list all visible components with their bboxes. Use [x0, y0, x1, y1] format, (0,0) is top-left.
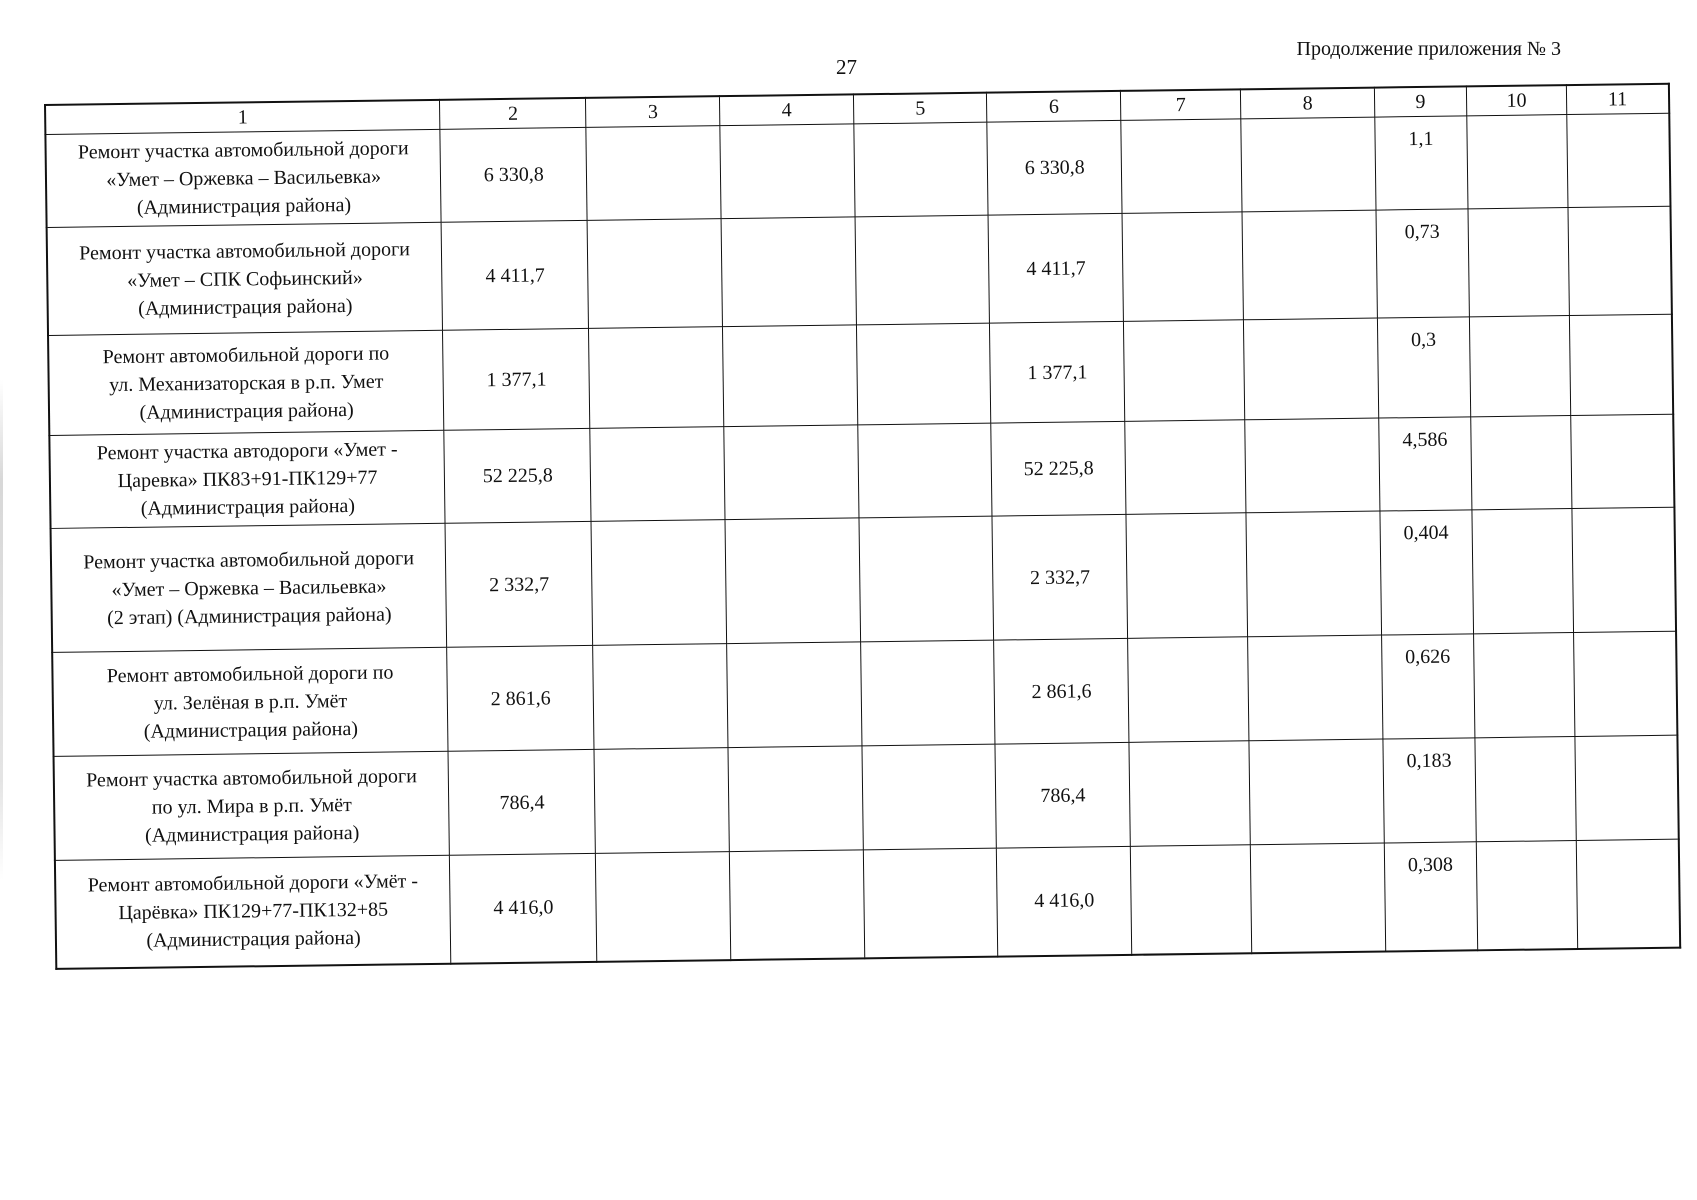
appendix-continuation-note: Продолжение приложения № 3 — [1296, 38, 1561, 60]
amount-cell-col6: 6 330,8 — [987, 120, 1122, 215]
empty-cell-col10 — [1471, 416, 1572, 510]
empty-cell-col4 — [721, 217, 856, 327]
amount-cell-col6: 786,4 — [995, 742, 1130, 848]
empty-cell-col5 — [863, 848, 998, 958]
work-description-line: ул. Механизаторская в р.п. Умет — [109, 370, 384, 396]
data-table — [44, 83, 1681, 970]
empty-cell-col4 — [723, 325, 858, 427]
empty-cell-col4 — [727, 642, 862, 748]
empty-cell-col3 — [590, 427, 725, 522]
empty-cell-col3 — [589, 327, 724, 429]
empty-cell-col5 — [858, 423, 993, 518]
empty-cell-col11 — [1576, 839, 1680, 948]
work-description-line: по ул. Мира в р.п. Умёт — [151, 793, 352, 819]
column-header-5: 5 — [853, 93, 987, 124]
work-description-line: Ремонт участка автомобильной дороги — [85, 764, 417, 792]
work-description-line: ул. Зелёная в р.п. Умёт — [153, 689, 348, 715]
empty-cell-col5 — [854, 122, 989, 217]
work-description-line: (Администрация района) — [136, 193, 352, 219]
page-number: 27 — [836, 55, 857, 79]
empty-cell-col7 — [1124, 320, 1245, 422]
column-header-10: 10 — [1466, 85, 1567, 116]
empty-cell-col8 — [1249, 739, 1384, 845]
work-description-line: Ремонт участка автодороги «Умет - — [96, 438, 398, 465]
empty-cell-col7 — [1122, 212, 1243, 322]
amount-cell-col6: 2 861,6 — [994, 638, 1129, 744]
work-description-line: (Администрация района) — [138, 294, 353, 320]
empty-cell-col4 — [724, 425, 859, 520]
amount-cell-col6: 4 411,7 — [989, 213, 1124, 323]
column-header-2: 2 — [440, 98, 587, 129]
empty-cell-col3 — [586, 126, 721, 221]
work-description-line: «Умет – Оржевка – Васильевка» — [111, 575, 387, 601]
empty-cell-col7 — [1125, 420, 1246, 515]
work-description-line: Ремонт автомобильной дороги по — [106, 660, 394, 687]
empty-cell-col3 — [588, 219, 723, 329]
length-cell-col9: 0,3 — [1377, 317, 1470, 418]
empty-cell-col3 — [596, 852, 731, 962]
empty-cell-col5 — [860, 640, 995, 746]
empty-cell-col5 — [855, 215, 990, 325]
empty-cell-col11 — [1571, 414, 1675, 508]
empty-cell-col10 — [1468, 208, 1570, 317]
work-description-line: Ремонт участка автомобильной дороги — [79, 237, 411, 265]
work-description-line: Царёвка» ПК129+77-ПК132+85 — [118, 898, 389, 925]
work-description-line: (Администрация района) — [144, 821, 360, 847]
empty-cell-col11 — [1568, 206, 1672, 315]
work-description-line: «Умет – СПК Софьинский» — [126, 266, 363, 292]
work-description-cell — [51, 523, 447, 652]
empty-cell-col4 — [725, 518, 860, 644]
work-description-cell — [47, 222, 443, 335]
empty-cell-col7 — [1130, 845, 1251, 955]
empty-cell-col5 — [862, 744, 997, 850]
empty-cell-col8 — [1245, 418, 1380, 513]
length-cell-col9: 0,308 — [1384, 842, 1477, 951]
column-header-3: 3 — [586, 96, 720, 127]
empty-cell-col8 — [1248, 635, 1383, 741]
empty-cell-col10 — [1473, 633, 1575, 738]
work-description-cell — [45, 129, 441, 227]
table-row — [47, 206, 1672, 335]
empty-cell-col10 — [1467, 115, 1568, 209]
column-header-8: 8 — [1241, 88, 1375, 119]
table-container — [44, 83, 1681, 970]
work-description-line: «Умет – Оржевка – Васильевка» — [106, 165, 382, 192]
amount-cell-col6: 4 416,0 — [997, 846, 1132, 956]
amount-cell-col2: 4 416,0 — [450, 853, 598, 963]
column-header-1: 1 — [45, 100, 440, 135]
table-row — [55, 839, 1680, 968]
work-description-line: Царевка» ПК83+91-ПК129+77 — [117, 466, 378, 493]
amount-cell-col2: 786,4 — [448, 749, 596, 855]
empty-cell-col10 — [1476, 841, 1578, 950]
column-header-9: 9 — [1374, 86, 1466, 117]
empty-cell-col4 — [729, 850, 864, 960]
length-cell-col9: 1,1 — [1375, 116, 1468, 210]
empty-cell-col3 — [593, 644, 728, 750]
work-description-line: Ремонт автомобильной дороги по — [102, 342, 390, 368]
amount-cell-col2: 1 377,1 — [443, 328, 590, 430]
empty-cell-col11 — [1567, 113, 1671, 207]
amount-cell-col6: 52 225,8 — [991, 421, 1126, 516]
length-cell-col9: 0,183 — [1383, 738, 1476, 843]
amount-cell-col2: 2 332,7 — [445, 521, 593, 647]
empty-cell-col4 — [728, 746, 863, 852]
empty-cell-col7 — [1121, 119, 1242, 214]
table-body — [45, 113, 1680, 968]
amount-cell-col2: 6 330,8 — [440, 127, 587, 222]
work-description-cell — [49, 430, 445, 528]
work-description-line: (Администрация района) — [143, 717, 359, 743]
column-header-6: 6 — [987, 91, 1121, 122]
work-description-line: Ремонт автомобильной дороги «Умёт - — [87, 870, 419, 897]
work-description-cell — [48, 330, 444, 435]
length-cell-col9: 4,586 — [1379, 417, 1472, 511]
work-description-line: (Администрация района) — [140, 494, 356, 520]
work-description-line: (Администрация района) — [139, 398, 354, 424]
column-header-4: 4 — [720, 94, 854, 125]
empty-cell-col10 — [1475, 737, 1577, 842]
empty-cell-col11 — [1575, 735, 1679, 840]
empty-cell-col8 — [1246, 511, 1381, 637]
column-header-11: 11 — [1566, 84, 1669, 115]
empty-cell-col5 — [856, 323, 991, 425]
work-description-line: (2 этап) (Администрация района) — [107, 602, 392, 629]
work-description-cell — [52, 647, 448, 756]
amount-cell-col2: 4 411,7 — [441, 220, 589, 330]
length-cell-col9: 0,626 — [1381, 634, 1474, 739]
empty-cell-col4 — [720, 124, 855, 219]
empty-cell-col11 — [1569, 314, 1673, 415]
amount-cell-col6: 1 377,1 — [990, 321, 1125, 423]
empty-cell-col10 — [1469, 316, 1571, 417]
work-description-cell — [55, 855, 451, 968]
length-cell-col9: 0,73 — [1376, 209, 1469, 318]
column-header-7: 7 — [1121, 89, 1241, 120]
work-description-cell — [54, 751, 450, 860]
work-description-line: Ремонт участка автомобильной дороги — [77, 137, 409, 164]
amount-cell-col2: 2 861,6 — [447, 645, 595, 751]
empty-cell-col10 — [1472, 509, 1574, 634]
empty-cell-col8 — [1251, 843, 1386, 953]
empty-cell-col11 — [1572, 507, 1676, 632]
amount-cell-col2: 52 225,8 — [444, 428, 591, 523]
empty-cell-col5 — [859, 516, 994, 642]
empty-cell-col3 — [594, 748, 729, 854]
empty-cell-col7 — [1128, 637, 1249, 743]
empty-cell-col8 — [1244, 318, 1379, 420]
empty-cell-col3 — [591, 520, 726, 646]
empty-cell-col8 — [1242, 210, 1377, 320]
empty-cell-col8 — [1241, 117, 1376, 212]
empty-cell-col11 — [1574, 631, 1678, 736]
amount-cell-col6: 2 332,7 — [992, 514, 1127, 640]
empty-cell-col7 — [1126, 513, 1248, 639]
table-row — [51, 507, 1676, 652]
length-cell-col9: 0,404 — [1380, 510, 1474, 635]
empty-cell-col7 — [1129, 741, 1250, 847]
scan-edge-shadow — [0, 380, 3, 880]
work-description-line: Ремонт участка автомобильной дороги — [83, 546, 415, 574]
work-description-line: (Администрация района) — [146, 927, 361, 952]
